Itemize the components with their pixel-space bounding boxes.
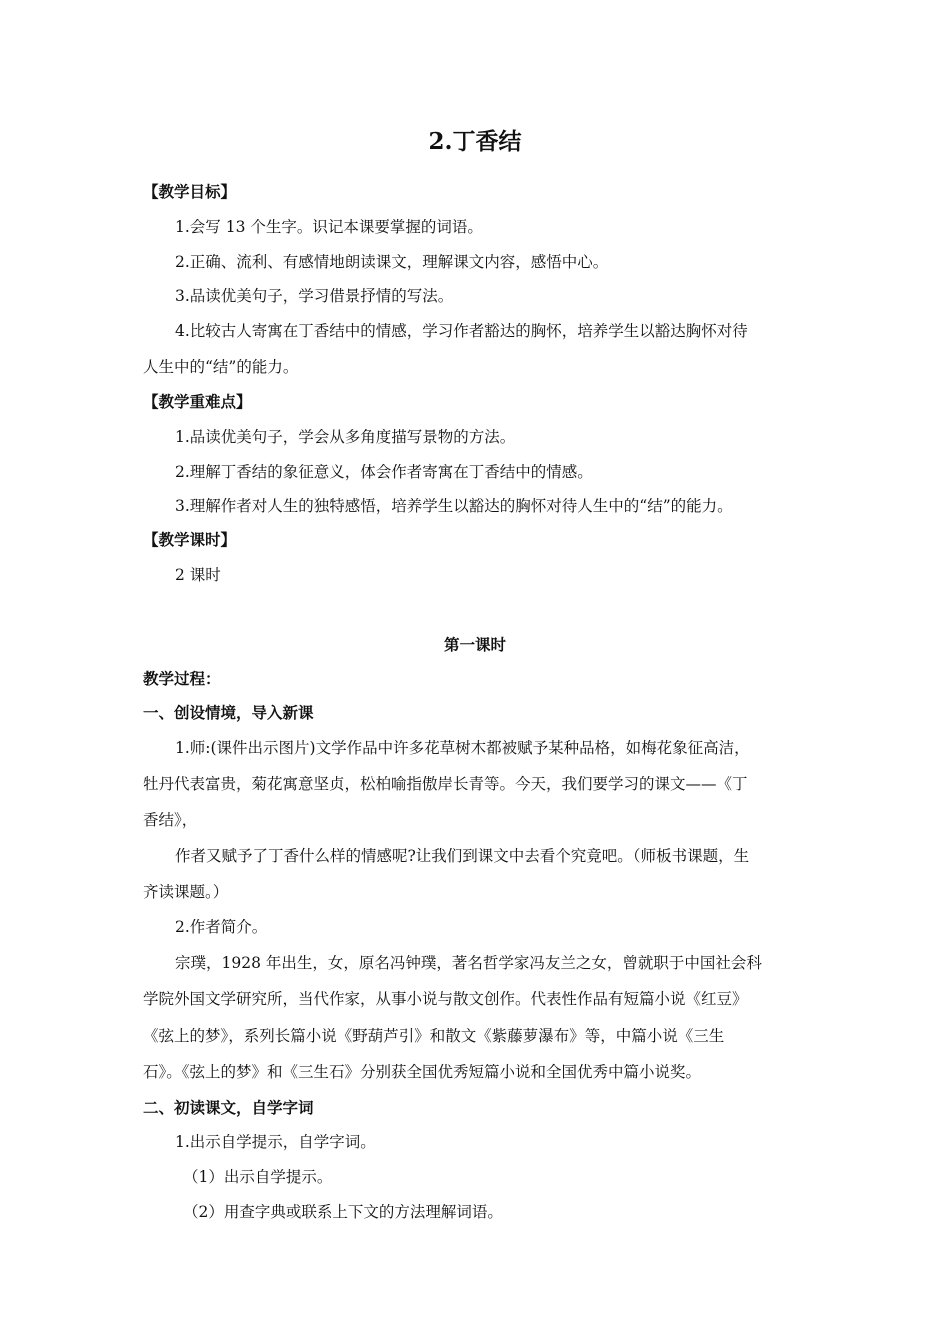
key-point-item: 3.理解作者对人生的独特感悟，培养学生以豁达的胸怀对待人生中的“结”的能力。 [175,497,733,515]
paragraph-line: 香结》， [143,811,198,829]
goal-item: 3.品读优美句子，学习借景抒情的写法。 [175,287,454,305]
paragraph-line: 《弦上的梦》，系列长篇小说《野葫芦引》和散文《紫藤萝瀑布》等，中篇小说《三生 [143,1027,725,1045]
paragraph-line: 牡丹代表富贵，菊花寓意坚贞，松柏喻指傲岸长青等。今天，我们要学习的课文——《丁 [143,775,748,793]
paragraph-line: （1）出示自学提示。 [183,1168,333,1186]
goals-heading: 【教学目标】 [143,182,237,201]
paragraph-line: 2.作者简介。 [175,918,268,936]
part-two-heading: 二、初读课文，自学字词 [143,1098,314,1117]
hours-heading: 【教学课时】 [143,530,237,549]
paragraph-line: 石》。《弦上的梦》和《三生石》分别获全国优秀短篇小说和全国优秀中篇小说奖。 [143,1063,702,1081]
key-point-item: 2.理解丁香结的象征意义，体会作者寄寓在丁香结中的情感。 [175,463,593,481]
part-one-heading: 一、创设情境，导入新课 [143,703,314,722]
goal-item: 4.比较古人寄寓在丁香结中的情感，学习作者豁达的胸怀，培养学生以豁达胸怀对待 [175,322,748,340]
paragraph-line: 学院外国文学研究所，当代作家，从事小说与散文创作。代表性作品有短篇小说《红豆》 [143,990,748,1008]
lesson-one-heading: 第一课时 [443,635,506,654]
document-title: 2.丁香结 [428,128,522,155]
goal-item: 2.正确、流利、有感情地朗读课文，理解课文内容，感悟中心。 [175,253,609,271]
process-heading: 教学过程： [143,669,221,688]
paragraph-line: 1.师:(课件出示图片)文学作品中许多花草树木都被赋予某种品格，如梅花象征高洁， [175,739,750,757]
key-point-item: 1.品读优美句子，学会从多角度描写景物的方法。 [175,428,516,446]
paragraph-line: 齐读课题。） [143,883,229,901]
hours-value: 2 课时 [175,566,221,584]
goal-item: 1.会写 13 个生字。识记本课要掌握的词语。 [175,218,483,236]
paragraph-line: 1.出示自学提示，自学字词。 [175,1133,376,1151]
paragraph-line: （2）用查字典或联系上下文的方法理解词语。 [183,1203,503,1221]
paragraph-line: 宗璞，1928 年出生，女，原名冯钟璞，著名哲学家冯友兰之女，曾就职于中国社会科 [175,954,762,972]
key-points-heading: 【教学重难点】 [143,392,252,411]
paragraph-line: 作者又赋予了丁香什么样的情感呢?让我们到课文中去看个究竟吧。（师板书课题，生 [175,847,750,865]
goal-item-continued: 人生中的“结”的能力。 [143,358,299,376]
